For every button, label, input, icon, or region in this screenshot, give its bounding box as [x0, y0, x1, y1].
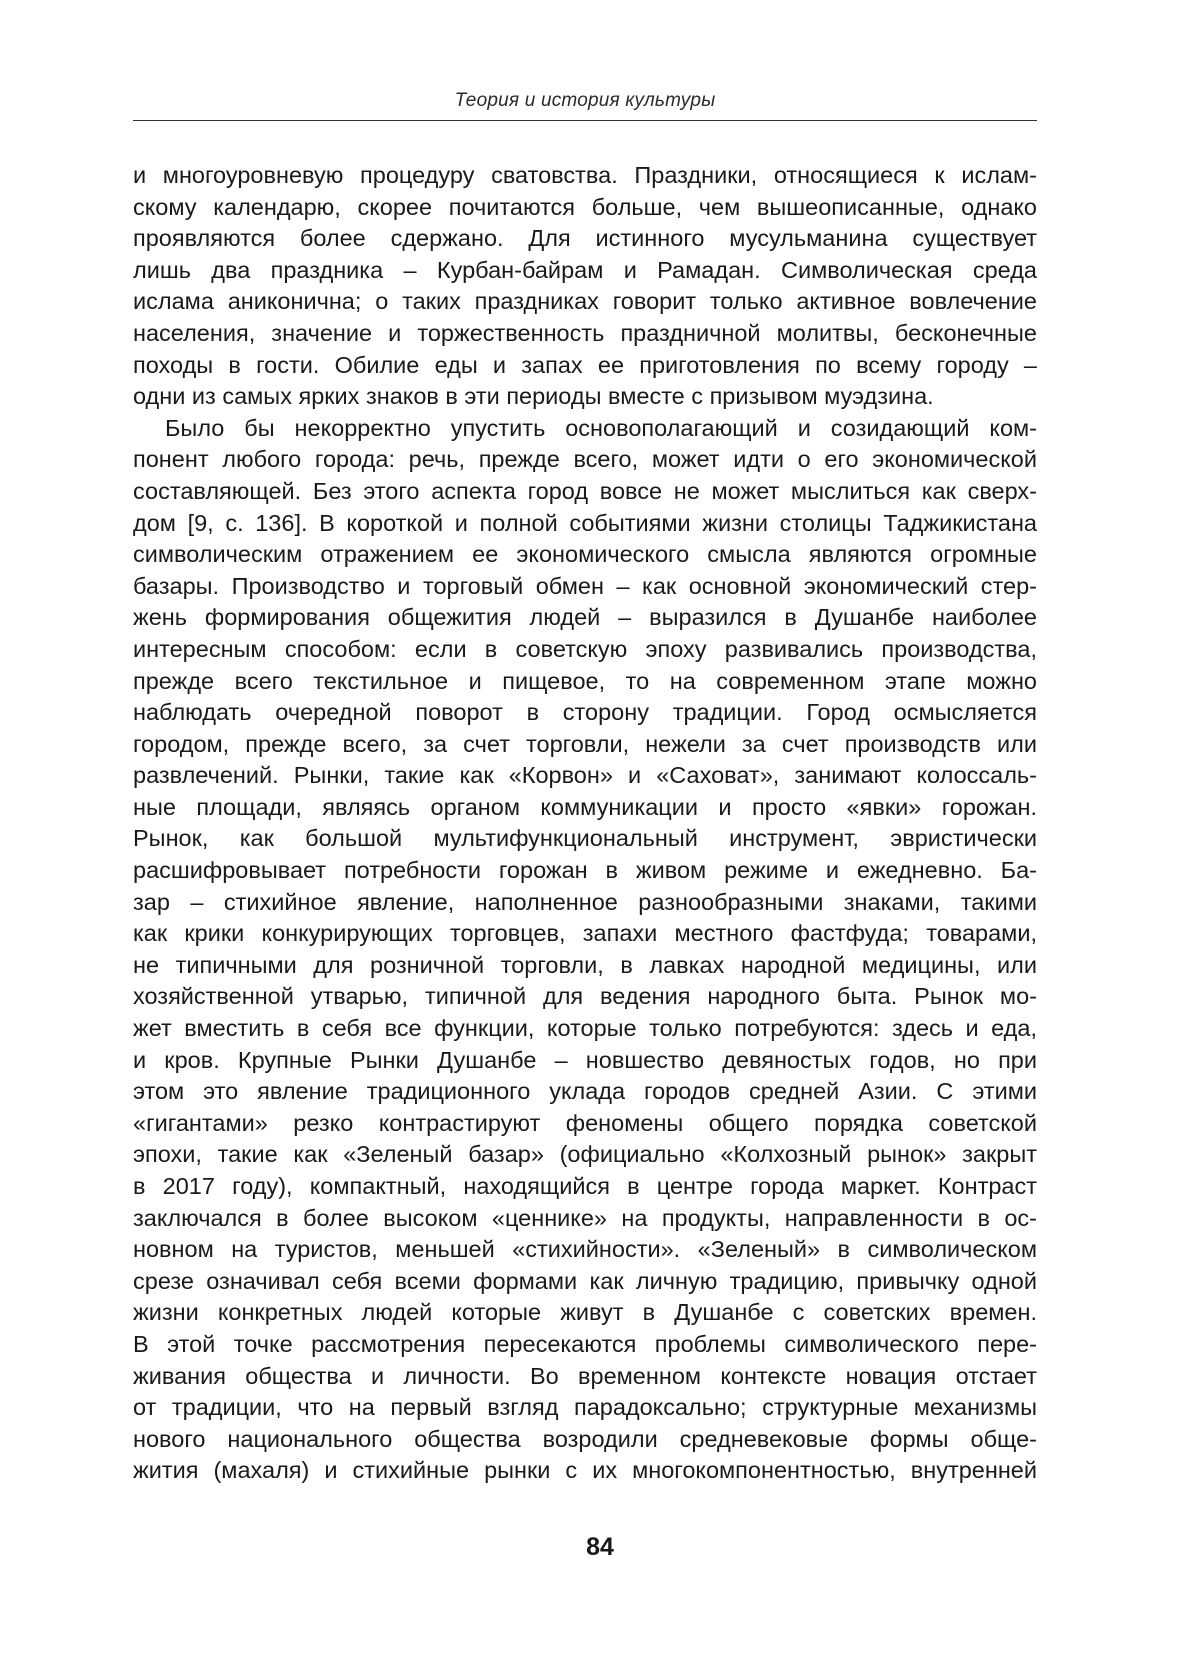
text-line: заключался в более высоком «ценнике» на продукты, направленности в ос- [133, 1204, 1037, 1231]
paragraph-2 [133, 413, 1037, 1487]
text-line: «гигантами» резко контрастируют феномены общего порядка советской [133, 1109, 1037, 1136]
text-line: населения, значение и торжественность праздничной молитвы, бесконечные [133, 319, 1037, 346]
text-line: лишь два праздника – Курбан-байрам и Рамадан. Символическая среда [133, 256, 1037, 283]
text-line: и многоуровневую процедуру сватовства. Праздники, относящиеся к ислам- [133, 162, 1037, 188]
body-text [133, 160, 1037, 1487]
text-line: дом [9, с. 136]. В короткой и полной событиями жизни столицы Таджикистана [133, 509, 1037, 536]
text-line: Рынок, как большой мультифункциональный инструмент, эвристически [133, 825, 1037, 852]
paragraph-1 [133, 160, 1037, 413]
text-line: эпохи, такие как «Зеленый базар» (официально «Колхозный рынок» закрыт [133, 1141, 1037, 1168]
text-line: жень формирования общежития людей – выразился в Душанбе наиболее [133, 604, 1037, 631]
text-line: составляющей. Без этого аспекта город вовсе не может мыслиться как сверх- [133, 477, 1037, 504]
text-line: В этой точке рассмотрения пересекаются проблемы символического пере- [133, 1330, 1037, 1357]
page-number: 84 [586, 1533, 614, 1561]
text-line: прежде всего текстильное и пищевое, то на современном этапе можно [133, 667, 1037, 694]
text-line: походы в гости. Обилие еды и запах ее приготовления по всему городу – [133, 351, 1037, 378]
text-line: одни из самых ярких знаков в эти периоды вместе с призывом муэдзина. [133, 383, 934, 410]
running-head: Теория и история культуры [454, 90, 716, 111]
text-line: живания общества и личности. Во временном контексте новация отстает [133, 1362, 1037, 1389]
text-line: наблюдать очередной поворот в сторону традиции. Город осмысляется [133, 699, 1037, 726]
text-line: символическим отражением ее экономического смысла являются огромные [133, 541, 1037, 568]
text-line: Было бы некорректно упустить основополагающий и созидающий ком- [165, 414, 1037, 441]
text-line: понент любого города: речь, прежде всего, может идти о его экономической [133, 446, 1037, 473]
text-line: в 2017 году), компактный, находящийся в центре города маркет. Контраст [133, 1173, 1037, 1199]
text-line: жизни конкретных людей которые живут в Душанбе с советских времен. [133, 1299, 1037, 1326]
text-line: как крики конкурирующих торговцев, запахи местного фастфуда; товарами, [133, 920, 1037, 947]
text-line: скому календарю, скорее почитаются больше, чем вышеописанные, однако [133, 193, 1037, 220]
text-line: расшифровывает потребности горожан в живом режиме и ежедневно. Ба- [133, 857, 1037, 884]
text-line: ислама аниконична; о таких праздниках говорит только активное вовлечение [133, 288, 1037, 315]
text-line: интересным способом: если в советскую эпоху развивались производства, [133, 635, 1037, 662]
text-line: хозяйственной утварью, типичной для ведения народного быта. Рынок мо- [133, 983, 1037, 1010]
text-line: этом это явление традиционного уклада городов средней Азии. С этими [133, 1078, 1037, 1105]
text-line: ные площади, являясь органом коммуникации и просто «явки» горожан. [133, 793, 1037, 820]
text-line: нового национального общества возродили средневековые формы обще- [133, 1425, 1037, 1452]
text-line: не типичными для розничной торговли, в лавках народной медицины, или [133, 951, 1037, 978]
text-line: от традиции, что на первый взгляд парадоксально; структурные механизмы [133, 1394, 1037, 1421]
header-rule [133, 120, 1037, 121]
text-line: и кров. Крупные Рынки Душанбе – новшество девяностых годов, но при [133, 1046, 1037, 1073]
text-line: городом, прежде всего, за счет торговли, нежели за счет производств или [133, 730, 1037, 757]
text-line: жет вместить в себя все функции, которые только потребуются: здесь и еда, [133, 1015, 1037, 1042]
text-line: жития (махаля) и стихийные рынки с их многокомпонентностью, внутренней [133, 1457, 1037, 1484]
text-line: проявляются более сдержано. Для истинного мусульманина существует [133, 225, 1037, 252]
text-line: новном на туристов, меньшей «стихийности». «Зеленый» в символическом [133, 1236, 1037, 1263]
text-line: базары. Производство и торговый обмен – как основной экономический стер- [133, 572, 1037, 599]
text-line: зар – стихийное явление, наполненное разнообразными знаками, такими [133, 888, 1037, 915]
text-line: развлечений. Рынки, такие как «Корвон» и «Саховат», занимают колоссаль- [133, 762, 1037, 789]
text-line: срезе означивал себя всеми формами как личную традицию, привычку одной [133, 1267, 1037, 1294]
